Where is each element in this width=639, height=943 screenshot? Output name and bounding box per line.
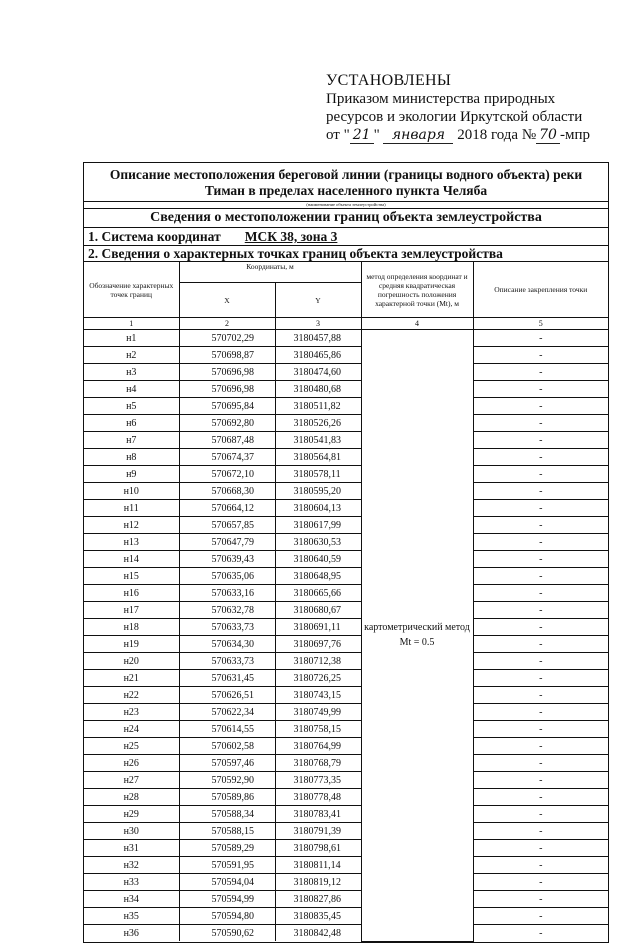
table-row [84,551,608,568]
x-coordinate-cell: 570626,51 [179,687,275,704]
x-coordinate-cell: 570614,55 [179,721,275,738]
table-row [84,653,608,670]
point-id-cell: н3 [84,364,179,381]
table-row [84,704,608,721]
y-coordinate-cell: 3180819,12 [275,874,361,891]
handwritten-month: января [383,128,453,144]
fixing-description-cell: - [473,823,608,840]
x-coordinate-cell: 570633,73 [179,653,275,670]
fixing-description-cell: - [473,500,608,517]
y-coordinate-cell: 3180526,26 [275,415,361,432]
table-row [84,789,608,806]
table-row [84,432,608,449]
fixing-description-cell: - [473,738,608,755]
x-coordinate-cell: 570588,34 [179,806,275,823]
fixing-description-cell: - [473,636,608,653]
column-number: 5 [473,318,608,330]
point-id-cell: н9 [84,466,179,483]
fixing-description-cell: - [473,347,608,364]
x-coordinate-cell: 570692,80 [179,415,275,432]
table-row [84,670,608,687]
handwritten-number: 70 [536,128,560,144]
fixing-description-cell: - [473,483,608,500]
column-number: 2 [179,318,275,330]
table-row [84,823,608,840]
y-coordinate-cell: 3180726,25 [275,670,361,687]
point-id-cell: н14 [84,551,179,568]
y-coordinate-cell: 3180764,99 [275,738,361,755]
x-coordinate-cell: 570647,79 [179,534,275,551]
date-prefix: от " [326,127,350,143]
point-id-cell: н12 [84,517,179,534]
y-coordinate-cell: 3180758,15 [275,721,361,738]
point-id-cell: н26 [84,755,179,772]
table-row [84,500,608,517]
coordinate-system-value: МСК 38, зона 3 [244,229,338,244]
table-row [84,364,608,381]
x-coordinate-cell: 570594,80 [179,908,275,925]
point-id-cell: н27 [84,772,179,789]
y-coordinate-cell: 3180595,20 [275,483,361,500]
point-id-cell: н29 [84,806,179,823]
y-coordinate-cell: 3180564,81 [275,449,361,466]
fixing-description-cell: - [473,364,608,381]
column-number: 4 [361,318,473,330]
fixing-description-cell: - [473,874,608,891]
point-id-cell: н10 [84,483,179,500]
point-id-cell: н23 [84,704,179,721]
method-cell: картометрический метод Mt = 0.5 [361,330,473,942]
point-id-cell: н18 [84,619,179,636]
coordinate-system-label: 1. Система координат [88,229,221,244]
table-row [84,602,608,619]
y-coordinate-cell: 3180648,95 [275,568,361,585]
column-numbers-row [84,318,608,330]
x-coordinate-cell: 570657,85 [179,517,275,534]
point-id-cell: н24 [84,721,179,738]
section-title: Сведения о местоположении границ объекта землеустройства [84,208,608,228]
point-id-cell: н11 [84,500,179,517]
table-row [84,925,608,942]
y-coordinate-cell: 3180604,13 [275,500,361,517]
x-coordinate-cell: 570589,29 [179,840,275,857]
fixing-description-cell: - [473,925,608,942]
y-coordinate-cell: 3180630,53 [275,534,361,551]
fixing-description-cell: - [473,687,608,704]
fixing-description-cell: - [473,568,608,585]
fixing-description-cell: - [473,551,608,568]
fixing-description-cell: - [473,466,608,483]
fixing-description-cell: - [473,789,608,806]
header-point-id: Обозначение характерных точек границ [84,262,179,318]
y-coordinate-cell: 3180578,11 [275,466,361,483]
y-coordinate-cell: 3180697,76 [275,636,361,653]
y-coordinate-cell: 3180465,86 [275,347,361,364]
x-coordinate-cell: 570687,48 [179,432,275,449]
approval-date-line [326,126,590,144]
point-id-cell: н17 [84,602,179,619]
point-id-cell: н4 [84,381,179,398]
header-x: X [179,283,275,318]
x-coordinate-cell: 570588,15 [179,823,275,840]
header-y: Y [275,283,361,318]
coordinates-table [84,262,608,942]
table-body [84,262,608,941]
table-row [84,874,608,891]
year-text: 2018 года № [457,127,537,143]
fixing-description-cell: - [473,381,608,398]
fixing-description-cell: - [473,517,608,534]
table-title: Описание местоположения береговой линии (границы водного объекта) реки Тиман в пределах населенного пункта Челяба [109,167,583,198]
fixing-description-cell: - [473,619,608,636]
point-id-cell: н6 [84,415,179,432]
fixing-description-cell: - [473,585,608,602]
fixing-description-cell: - [473,857,608,874]
table-row [84,738,608,755]
approval-line-1: Приказом министерства природных [326,91,556,107]
x-coordinate-cell: 570672,10 [179,466,275,483]
x-coordinate-cell: 570634,30 [179,636,275,653]
table-row [84,840,608,857]
fixing-description-cell: - [473,908,608,925]
boundary-table [83,162,609,943]
fixing-description-cell: - [473,398,608,415]
table-row [84,755,608,772]
point-id-cell: н16 [84,585,179,602]
point-id-cell: н32 [84,857,179,874]
fixing-description-cell: - [473,432,608,449]
table-row [84,721,608,738]
y-coordinate-cell: 3180791,39 [275,823,361,840]
table-row [84,517,608,534]
coordinate-system-row [84,228,608,246]
y-coordinate-cell: 3180783,41 [275,806,361,823]
y-coordinate-cell: 3180842,48 [275,925,361,942]
approval-line-2: ресурсов и экологии Иркутской области [326,109,583,125]
point-id-cell: н8 [84,449,179,466]
x-coordinate-cell: 570622,34 [179,704,275,721]
table-row [84,449,608,466]
x-coordinate-cell: 570695,84 [179,398,275,415]
column-number: 1 [84,318,179,330]
x-coordinate-cell: 570633,73 [179,619,275,636]
header-row-1 [84,262,608,283]
points-section-label: 2. Сведения о характерных точках границ объекта землеустройства [84,246,608,262]
table-row [84,330,608,347]
x-coordinate-cell: 570639,43 [179,551,275,568]
handwritten-day: 21 [350,128,374,144]
x-coordinate-cell: 570635,06 [179,568,275,585]
x-coordinate-cell: 570591,95 [179,857,275,874]
header-method: метод определения координат и средняя квадратическая погрешность положения характерной точки (Mt), м [361,262,473,318]
fixing-description-cell: - [473,449,608,466]
x-coordinate-cell: 570594,99 [179,891,275,908]
y-coordinate-cell: 3180811,14 [275,857,361,874]
point-id-cell: н34 [84,891,179,908]
table-row [84,908,608,925]
y-coordinate-cell: 3180712,38 [275,653,361,670]
y-coordinate-cell: 3180665,66 [275,585,361,602]
x-coordinate-cell: 570696,98 [179,381,275,398]
fixing-description-cell: - [473,704,608,721]
fixing-description-cell: - [473,840,608,857]
x-coordinate-cell: 570589,86 [179,789,275,806]
table-row [84,568,608,585]
point-id-cell: н5 [84,398,179,415]
x-coordinate-cell: 570702,29 [179,330,275,347]
x-coordinate-cell: 570698,87 [179,347,275,364]
fixing-description-cell: - [473,415,608,432]
table-row [84,381,608,398]
y-coordinate-cell: 3180480,68 [275,381,361,398]
header-fixing-description: Описание закрепления точки [473,262,608,318]
x-coordinate-cell: 570633,16 [179,585,275,602]
y-coordinate-cell: 3180541,83 [275,432,361,449]
point-id-cell: н36 [84,925,179,942]
y-coordinate-cell: 3180474,60 [275,364,361,381]
table-row [84,687,608,704]
y-coordinate-cell: 3180835,45 [275,908,361,925]
fixing-description-cell: - [473,755,608,772]
y-coordinate-cell: 3180778,48 [275,789,361,806]
table-row [84,772,608,789]
x-coordinate-cell: 570631,45 [179,670,275,687]
x-coordinate-cell: 570696,98 [179,364,275,381]
y-coordinate-cell: 3180511,82 [275,398,361,415]
y-coordinate-cell: 3180768,79 [275,755,361,772]
date-quote: " [373,127,380,143]
fixing-description-cell: - [473,721,608,738]
order-suffix: -мпр [559,127,590,143]
x-coordinate-cell: 570594,04 [179,874,275,891]
y-coordinate-cell: 3180743,15 [275,687,361,704]
column-number: 3 [275,318,361,330]
point-id-cell: н2 [84,347,179,364]
point-id-cell: н13 [84,534,179,551]
point-id-cell: н22 [84,687,179,704]
point-id-cell: н20 [84,653,179,670]
fixing-description-cell: - [473,602,608,619]
table-row [84,415,608,432]
table-row [84,466,608,483]
point-id-cell: н25 [84,738,179,755]
fixing-description-cell: - [473,653,608,670]
header-coordinates: Координаты, м [179,262,361,283]
table-row [84,534,608,551]
x-coordinate-cell: 570592,90 [179,772,275,789]
x-coordinate-cell: 570590,62 [179,925,275,942]
point-id-cell: н7 [84,432,179,449]
y-coordinate-cell: 3180640,59 [275,551,361,568]
table-row [84,347,608,364]
table-row [84,636,608,653]
object-caption: (наименование объекта землеустройства) [84,201,608,208]
x-coordinate-cell: 570602,58 [179,738,275,755]
fixing-description-cell: - [473,891,608,908]
x-coordinate-cell: 570632,78 [179,602,275,619]
fixing-description-cell: - [473,534,608,551]
table-row [84,483,608,500]
point-id-cell: н31 [84,840,179,857]
x-coordinate-cell: 570664,12 [179,500,275,517]
table-row [84,619,608,636]
point-id-cell: н33 [84,874,179,891]
point-id-cell: н30 [84,823,179,840]
y-coordinate-cell: 3180798,61 [275,840,361,857]
table-row [84,585,608,602]
x-coordinate-cell: 570668,30 [179,483,275,500]
y-coordinate-cell: 3180827,86 [275,891,361,908]
table-row [84,806,608,823]
y-coordinate-cell: 3180749,99 [275,704,361,721]
point-id-cell: н21 [84,670,179,687]
point-id-cell: н28 [84,789,179,806]
y-coordinate-cell: 3180617,99 [275,517,361,534]
point-id-cell: н15 [84,568,179,585]
x-coordinate-cell: 570674,37 [179,449,275,466]
approval-title: УСТАНОВЛЕНЫ [326,72,452,89]
approval-stamp [326,72,590,144]
y-coordinate-cell: 3180773,35 [275,772,361,789]
point-id-cell: н19 [84,636,179,653]
table-row [84,398,608,415]
point-id-cell: н35 [84,908,179,925]
fixing-description-cell: - [473,330,608,347]
fixing-description-cell: - [473,772,608,789]
y-coordinate-cell: 3180680,67 [275,602,361,619]
point-id-cell: н1 [84,330,179,347]
fixing-description-cell: - [473,670,608,687]
x-coordinate-cell: 570597,46 [179,755,275,772]
y-coordinate-cell: 3180691,11 [275,619,361,636]
y-coordinate-cell: 3180457,88 [275,330,361,347]
fixing-description-cell: - [473,806,608,823]
table-row [84,857,608,874]
